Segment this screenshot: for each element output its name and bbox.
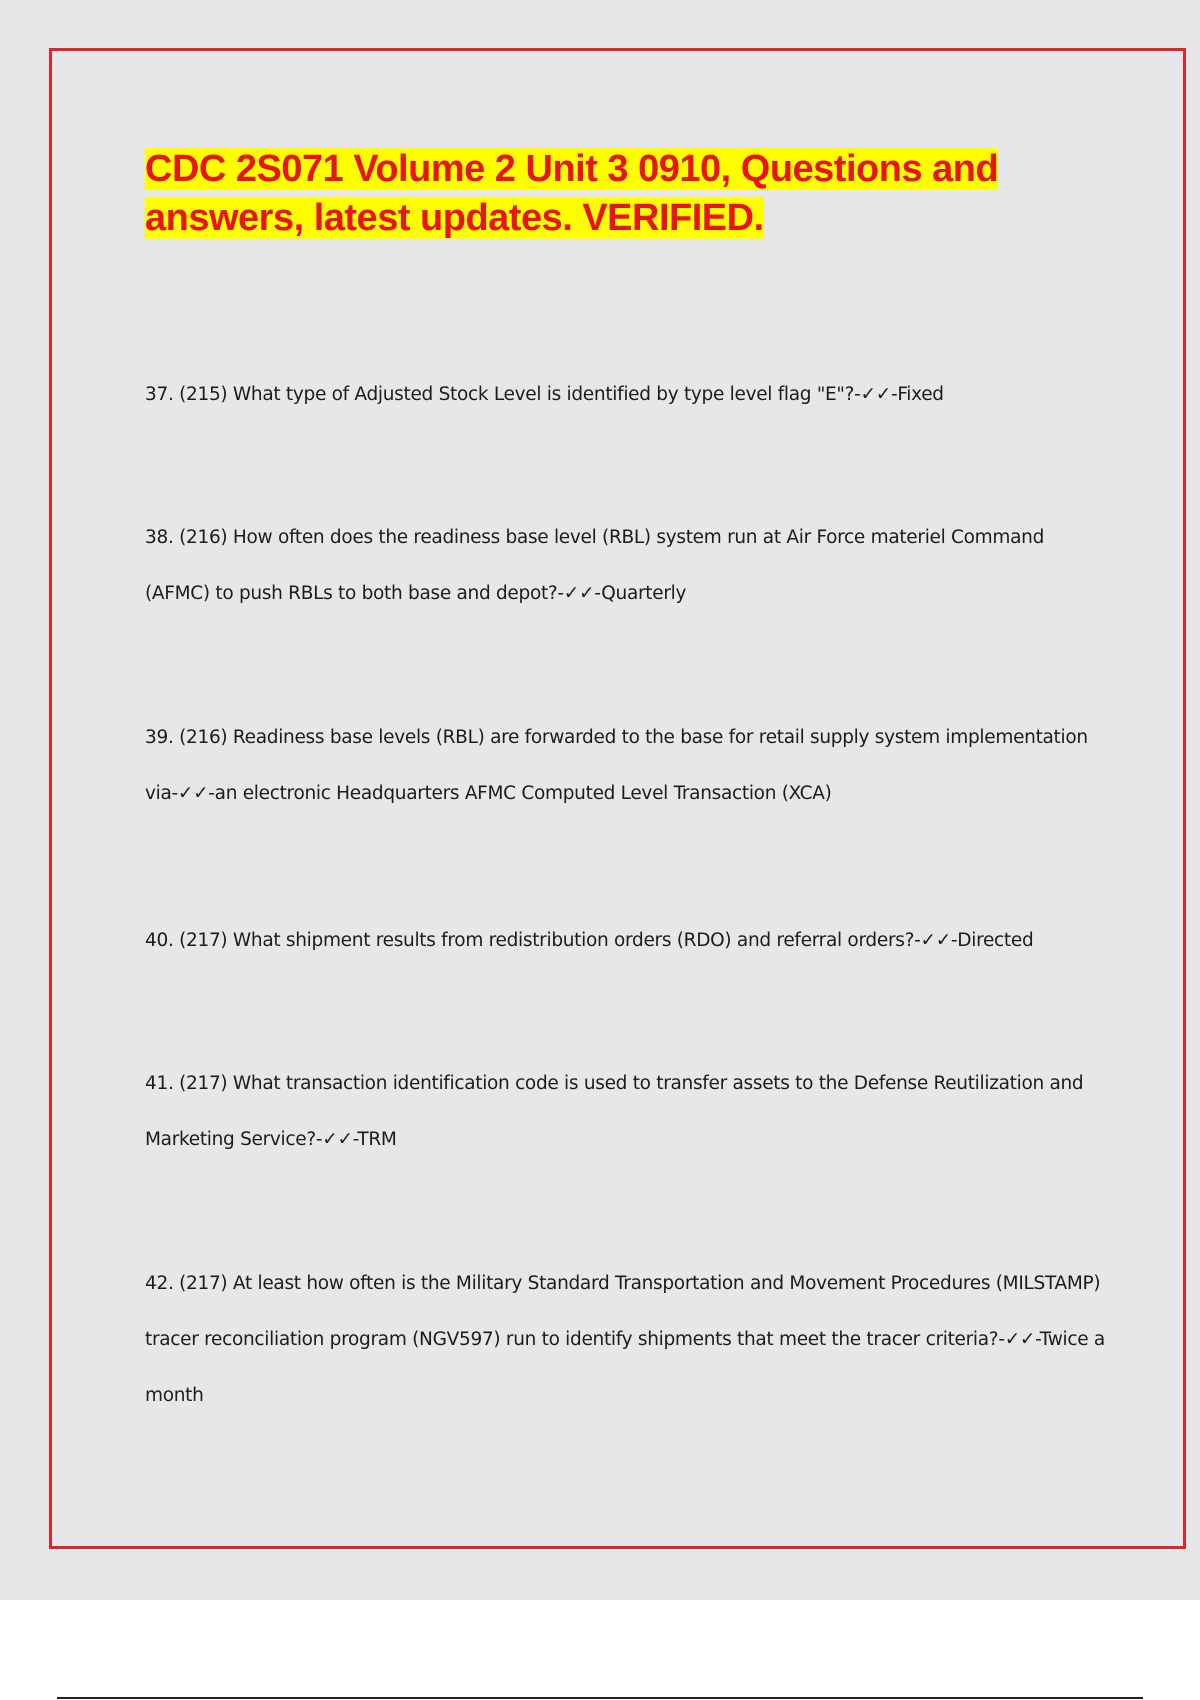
qa-item-40: 40. (217) What shipment results from redistribution orders (RDO) and referral orders?-✓✓-Directed <box>145 930 1034 951</box>
qa-item-42: 42. (217) At least how often is the Military Standard Transportation and Movement Procedures (MILSTAMP) tracer reconciliation program (NGV597) run to identify shipments that meet the tracer criteria?-✓✓-Twice a month <box>145 1273 1105 1406</box>
qa-item-37: 37. (215) What type of Adjusted Stock Level is identified by type level flag "E"?-✓✓-Fixed <box>145 384 944 405</box>
document-title <box>145 145 1085 243</box>
qa-item-41: 41. (217) What transaction identification code is used to transfer assets to the Defense Reutilization and Marketing Service?-✓✓-TRM <box>145 1073 1084 1150</box>
qa-item-38: 38. (216) How often does the readiness base level (RBL) system run at Air Force materiel Command (AFMC) to push RBLs to both base and depot?-✓✓-Quarterly <box>145 527 1045 604</box>
footer-divider <box>57 1697 1143 1699</box>
qa-item-39: 39. (216) Readiness base levels (RBL) are forwarded to the base for retail supply system implementation via-✓✓-an electronic Headquarters AFMC Computed Level Transaction (XCA) <box>145 727 1088 804</box>
document-title-text: CDC 2S071 Volume 2 Unit 3 0910, Questions and answers, latest updates. VERIFIED. <box>145 148 999 239</box>
